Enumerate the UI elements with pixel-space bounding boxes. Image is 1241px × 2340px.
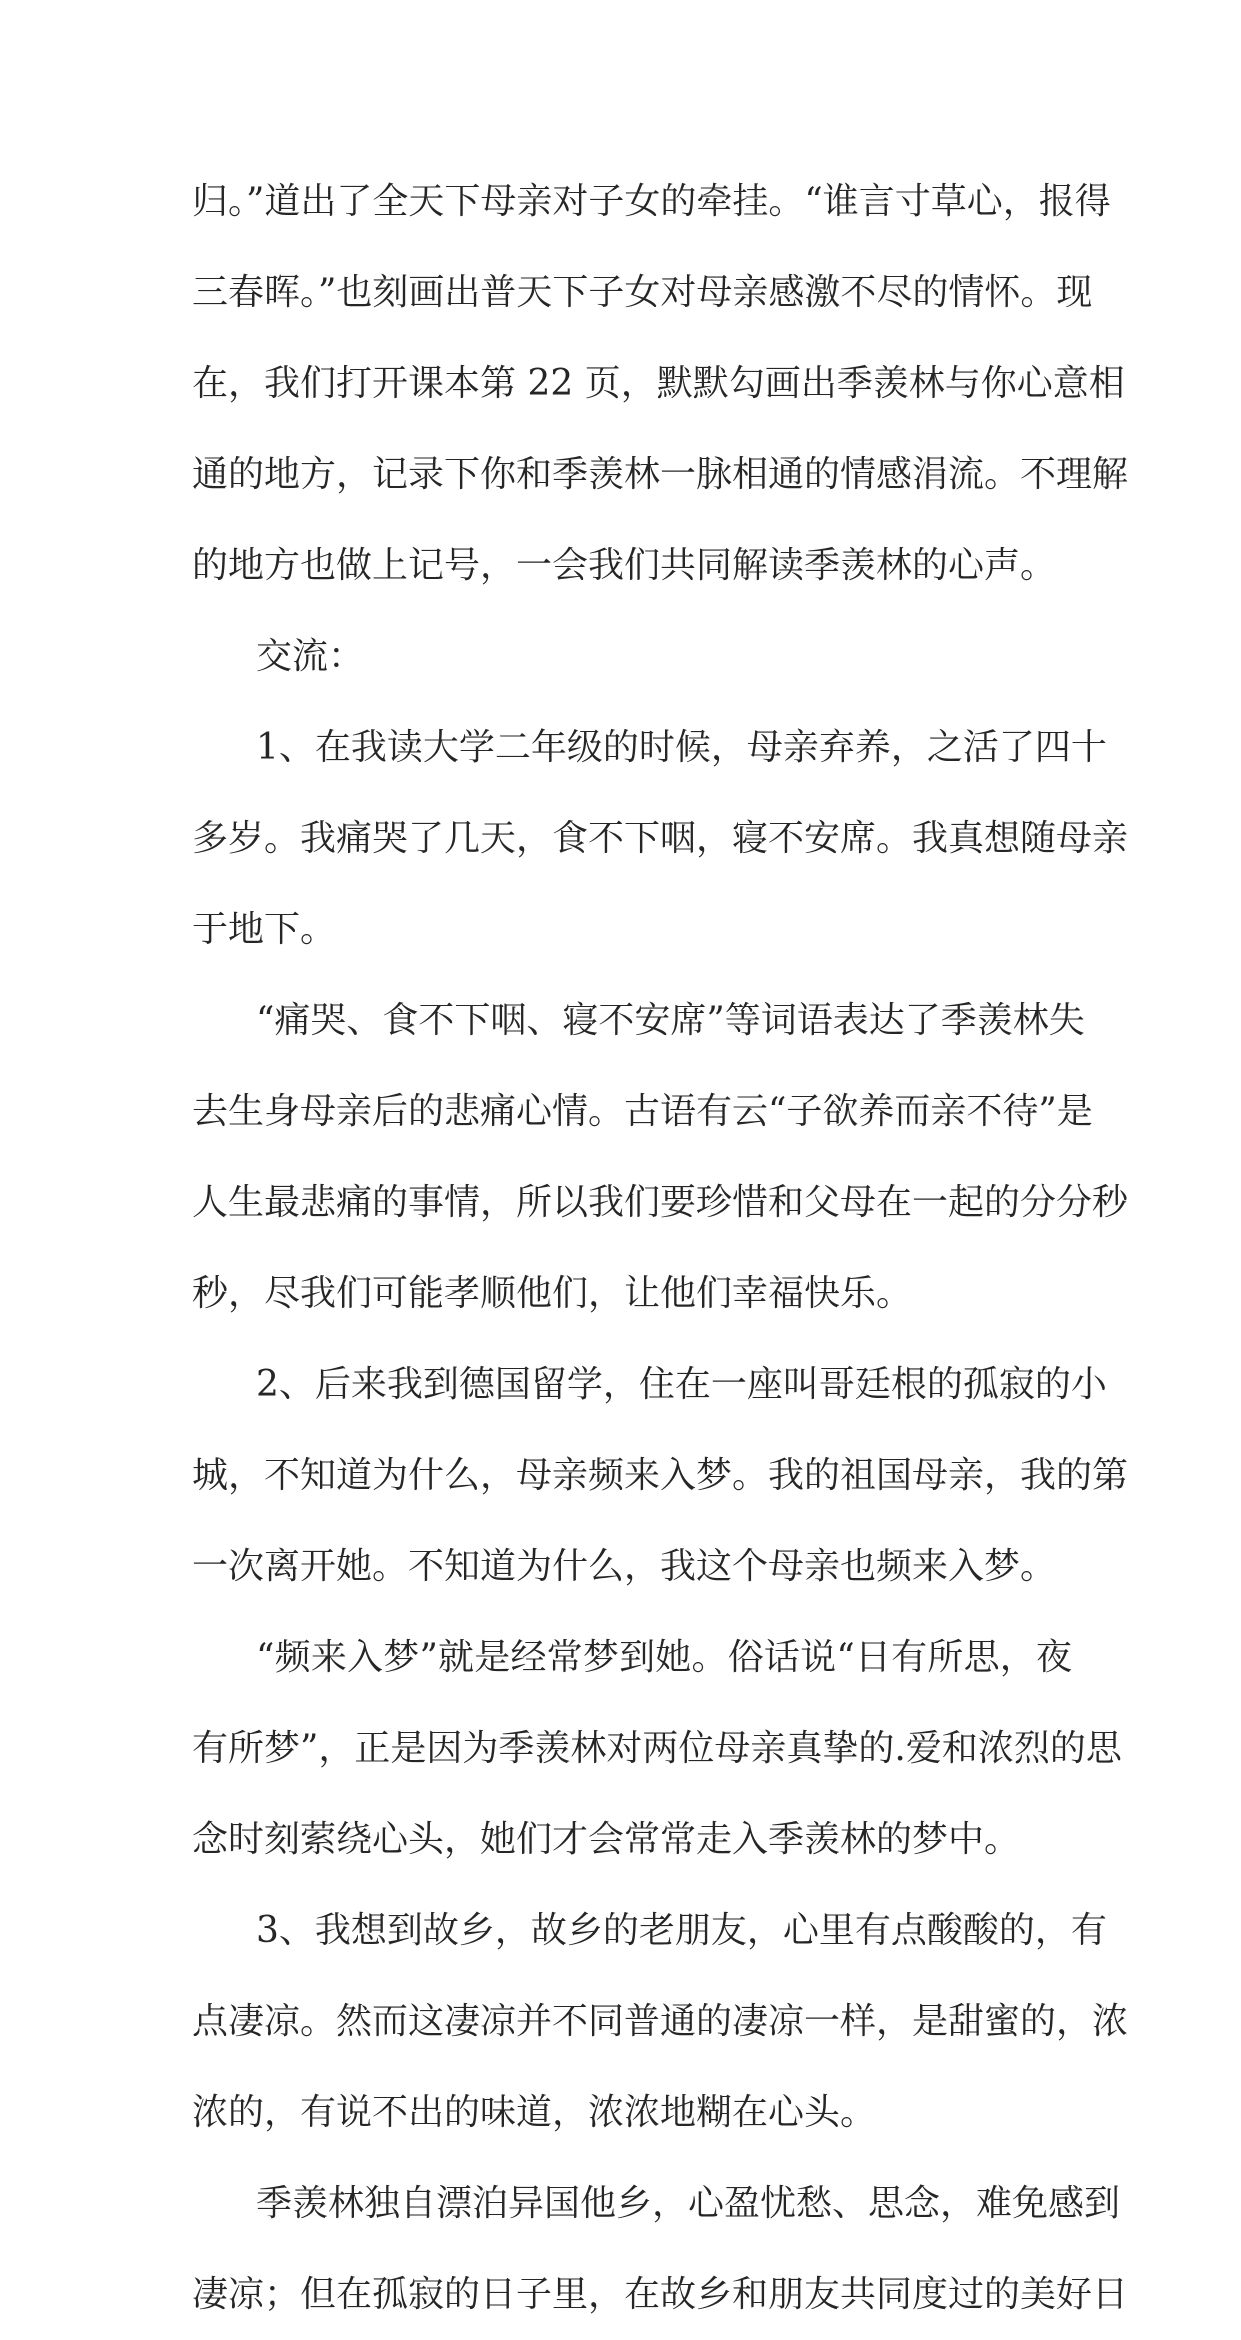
- text-line: 2、后来我到德国留学，住在一座叫哥廷根的孤寂的小: [256, 1364, 1107, 1405]
- text-line: 的地方也做上记号，一会我们共同解读季羡林的心声。: [192, 545, 1057, 586]
- text-line: 凄凉；但在孤寂的日子里，在故乡和朋友共同度过的美好日: [192, 2274, 1129, 2315]
- text-line: 于地下。: [192, 909, 337, 950]
- text-line: 三春晖。”也刻画出普天下子女对母亲感激不尽的情怀。现: [192, 272, 1093, 313]
- text-line: 多岁。我痛哭了几天，食不下咽，寝不安席。我真想随母亲: [192, 818, 1129, 859]
- document-body: [192, 156, 1129, 2340]
- text-line: “频来入梦”就是经常梦到她。俗话说“日有所思，夜: [256, 1637, 1072, 1678]
- text-line: 1、在我读大学二年级的时候，母亲弃养，之活了四十: [256, 727, 1107, 768]
- text-line: 城，不知道为什么，母亲频来入梦。我的祖国母亲，我的第: [192, 1455, 1129, 1496]
- text-line: 在，我们打开课本第 22 页，默默勾画出季羡林与你心意相: [192, 363, 1125, 404]
- text-line: 有所梦”，正是因为季羡林对两位母亲真挚的.爱和浓烈的思: [192, 1728, 1122, 1769]
- text-line: 通的地方，记录下你和季羡林一脉相通的情感涓流。不理解: [192, 454, 1129, 495]
- text-line: 念时刻萦绕心头，她们才会常常走入季羡林的梦中。: [192, 1819, 1021, 1860]
- text-line: 人生最悲痛的事情，所以我们要珍惜和父母在一起的分分秒: [192, 1182, 1129, 1223]
- text-line: 秒，尽我们可能孝顺他们，让他们幸福快乐。: [192, 1273, 913, 1314]
- text-line: 浓的，有说不出的味道，浓浓地糊在心头。: [192, 2092, 877, 2133]
- text-line: 归。”道出了全天下母亲对子女的牵挂。“谁言寸草心，报得: [192, 181, 1111, 222]
- text-line: 一次离开她。不知道为什么，我这个母亲也频来入梦。: [192, 1546, 1057, 1587]
- text-line: 点凄凉。然而这凄凉并不同普通的凄凉一样，是甜蜜的，浓: [192, 2001, 1129, 2042]
- text-line: 3、我想到故乡，故乡的老朋友，心里有点酸酸的，有: [256, 1910, 1107, 1951]
- text-line: 季羡林独自漂泊异国他乡，心盈忧愁、思念，难免感到: [256, 2183, 1121, 2224]
- section-heading: 交流：: [256, 636, 365, 677]
- text-line: 去生身母亲后的悲痛心情。古语有云“子欲养而亲不待”是: [192, 1091, 1093, 1132]
- text-line: “痛哭、食不下咽、寝不安席”等词语表达了季羡林失: [256, 1000, 1085, 1041]
